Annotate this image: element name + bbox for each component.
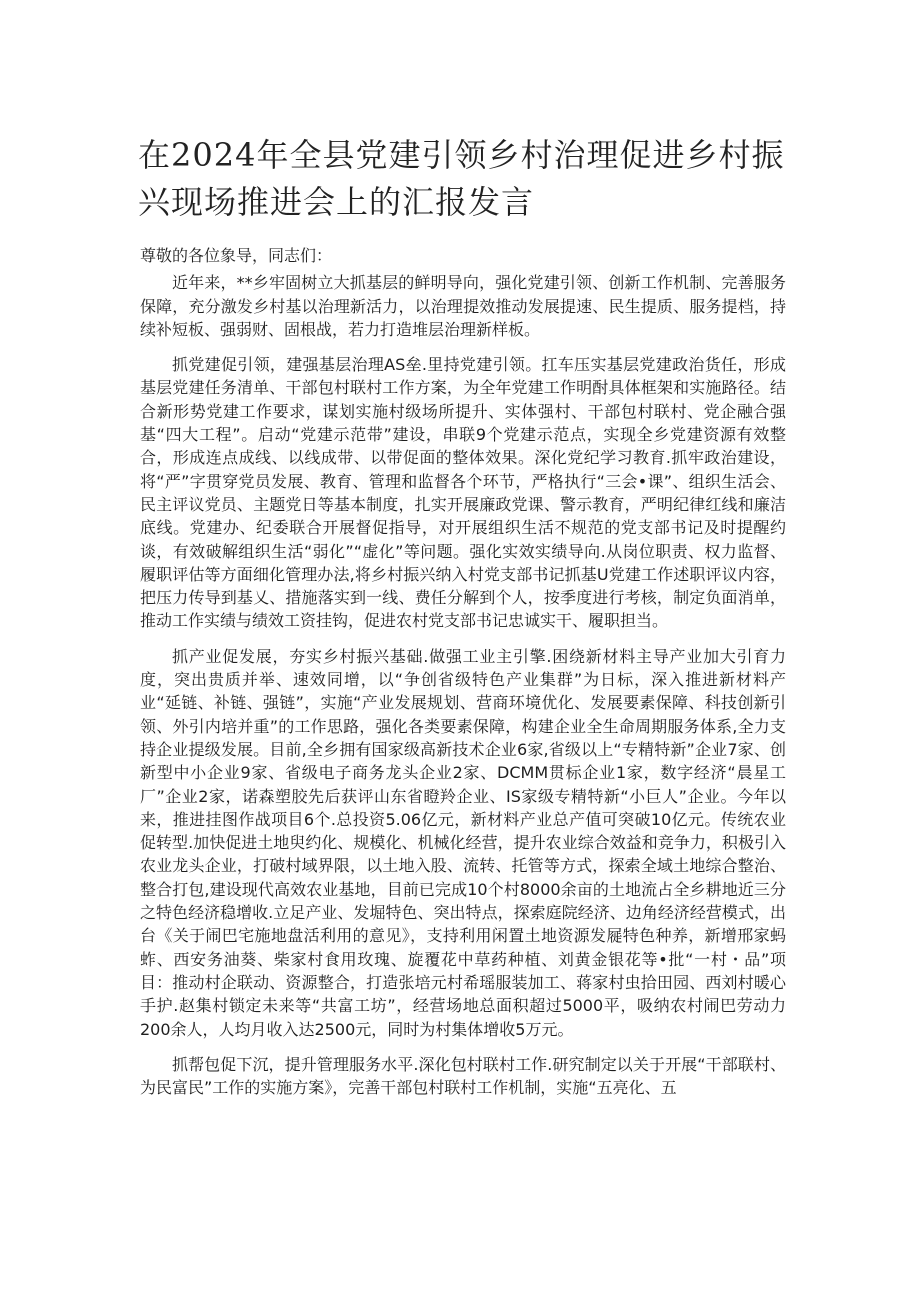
paragraph-party-building: 抓党建促引领，建强基层治理AS垒.里持党建引领。扛车压实基层党建政治货任，形成基层党建任务清单、干部包村联村工作方案，为全年党建工作明酎具体框架和实施路径。结合新形势党建工作要求，谋划实施村级场所提升、实体强村、干部包村联村、党企融合强基“四大工程”。启动“党建示范带”建设，串联9个党建示范点，实现全乡党建资源有效整合，形成连点成线、以线成带、以带促面的整体效果。深化党纪学习教育.抓牢政治建设，将“严”字贯穿党员发展、教育、管理和监督各个环节，严格执行“三会•课”、组织生活会、民主评议党员、主题党日等基本制度，扎实开展廉政党课、警示教育，严明纪律红线和廉洁底线。党建办、纪委联合开展督促指导，对开展组织生活不规范的党支部书记及时提醒约谈，有效破解组织生活“弱化”“虚化”等问题。强化实效实绩导向.从岗位职责、权力监督、履职评估等方面细化管理办法,将乡村振兴纳入村党支部书记抓基U党建工作述职评议内容，把压力传导到基乂、措施落实到一线、费任分解到个人，按季度进行考核，制定负面消单，推动工作实绩与绩效工资挂钩，促进农村党支部书记忠诚实干、履职担当。 <box>140 355 786 631</box>
salutation: 尊敬的各位象导，同志们： <box>140 246 333 265</box>
paragraph-village-assistance: 抓帮包促下沉，提升管理服务水平.深化包村联村工作.研究制定以关于开展“干部联村、为民富民”工作的实施方案》，完善干部包村联村工作机制，实施“五亮化、五 <box>140 1054 786 1098</box>
paragraph-industry: 抓产业促发展，夯实乡村振兴基础.做强工业主引擎.困绕新材料主导产业加大引育力度，突出贵质并举、速效同增，以“争创省级特色产业集群”为日标，深入推进新材料产业“延链、补链、强链”，实施“产业发展规划、营商环境优化、发展要素保障、科技创新引领、外引内培并重”的工作思路，强化各类要素保障，构建企业全生命周期服务体系,全力支持企业提级发展。目前,全乡拥有国家级高新技术企业6家,省级以上“专精特新”企业7家、创新型中小企业9家、省级电子商务龙头企业2家、DCMM贯标企业1家，数字经济“晨星工厂”企业2家，诺森塑胶先后获评山东省瞪羚企业、IS家级专精特新“小巨人”企业。今年以来，推进挂图作战项目6个.总投资5.06亿元，新材料产业总产值可突破10亿元。传统农业促转型.加快促进土地臾约化、规模化、机械化经营，提升农业综合效益和竞争力，积极引入农业龙头企业，打破村域界限，以土地入股、流转、托管等方式，探索全域土地综合整治、整合打包,建设现代高效农业基地，目前已完成10个村8000余亩的土地流占全乡耕地近三分之特色经济稳增收.立足产业、发堀特色、突出特点，探索庭院经济、边角经济经营模式，出台《关于闹巴宅施地盘活利用的意见》，支持利用闲置土地资源发屣特色种养，新增邢家蚂蚱、西安务油葵、柴家村食用玫瑰、旋覆花中草药种植、刘黄金银花等•批“一村・品”项目：推动村企联动、资源整合，打造张培元村希瑶服装加工、蒋家村虫拾田园、西刘村暖心手护.赵集村锁定未来等“共富工坊”，经营场地总面积超过5000平，吸纳农村闹巴劳动力200余人，人均月收入达2500元，同时为村集体增收5万元。 <box>140 646 786 1039</box>
paragraph-intro: 近年来，**乡牢固树立大抓基层的鲜明导向，强化党建引领、创新工作机制、完善服务保障，充分激发乡村基以治理新活力，以治理提效推动发展提速、民生提质、服务提档，持续补短板、强弱财、固根战，若力打造堆层治理新样板。 <box>140 273 786 339</box>
document-title: 在2024年全县党建引领乡村治理促进乡村振兴现场推进会上的汇报发言 <box>138 136 785 221</box>
document-body <box>140 244 786 1111</box>
